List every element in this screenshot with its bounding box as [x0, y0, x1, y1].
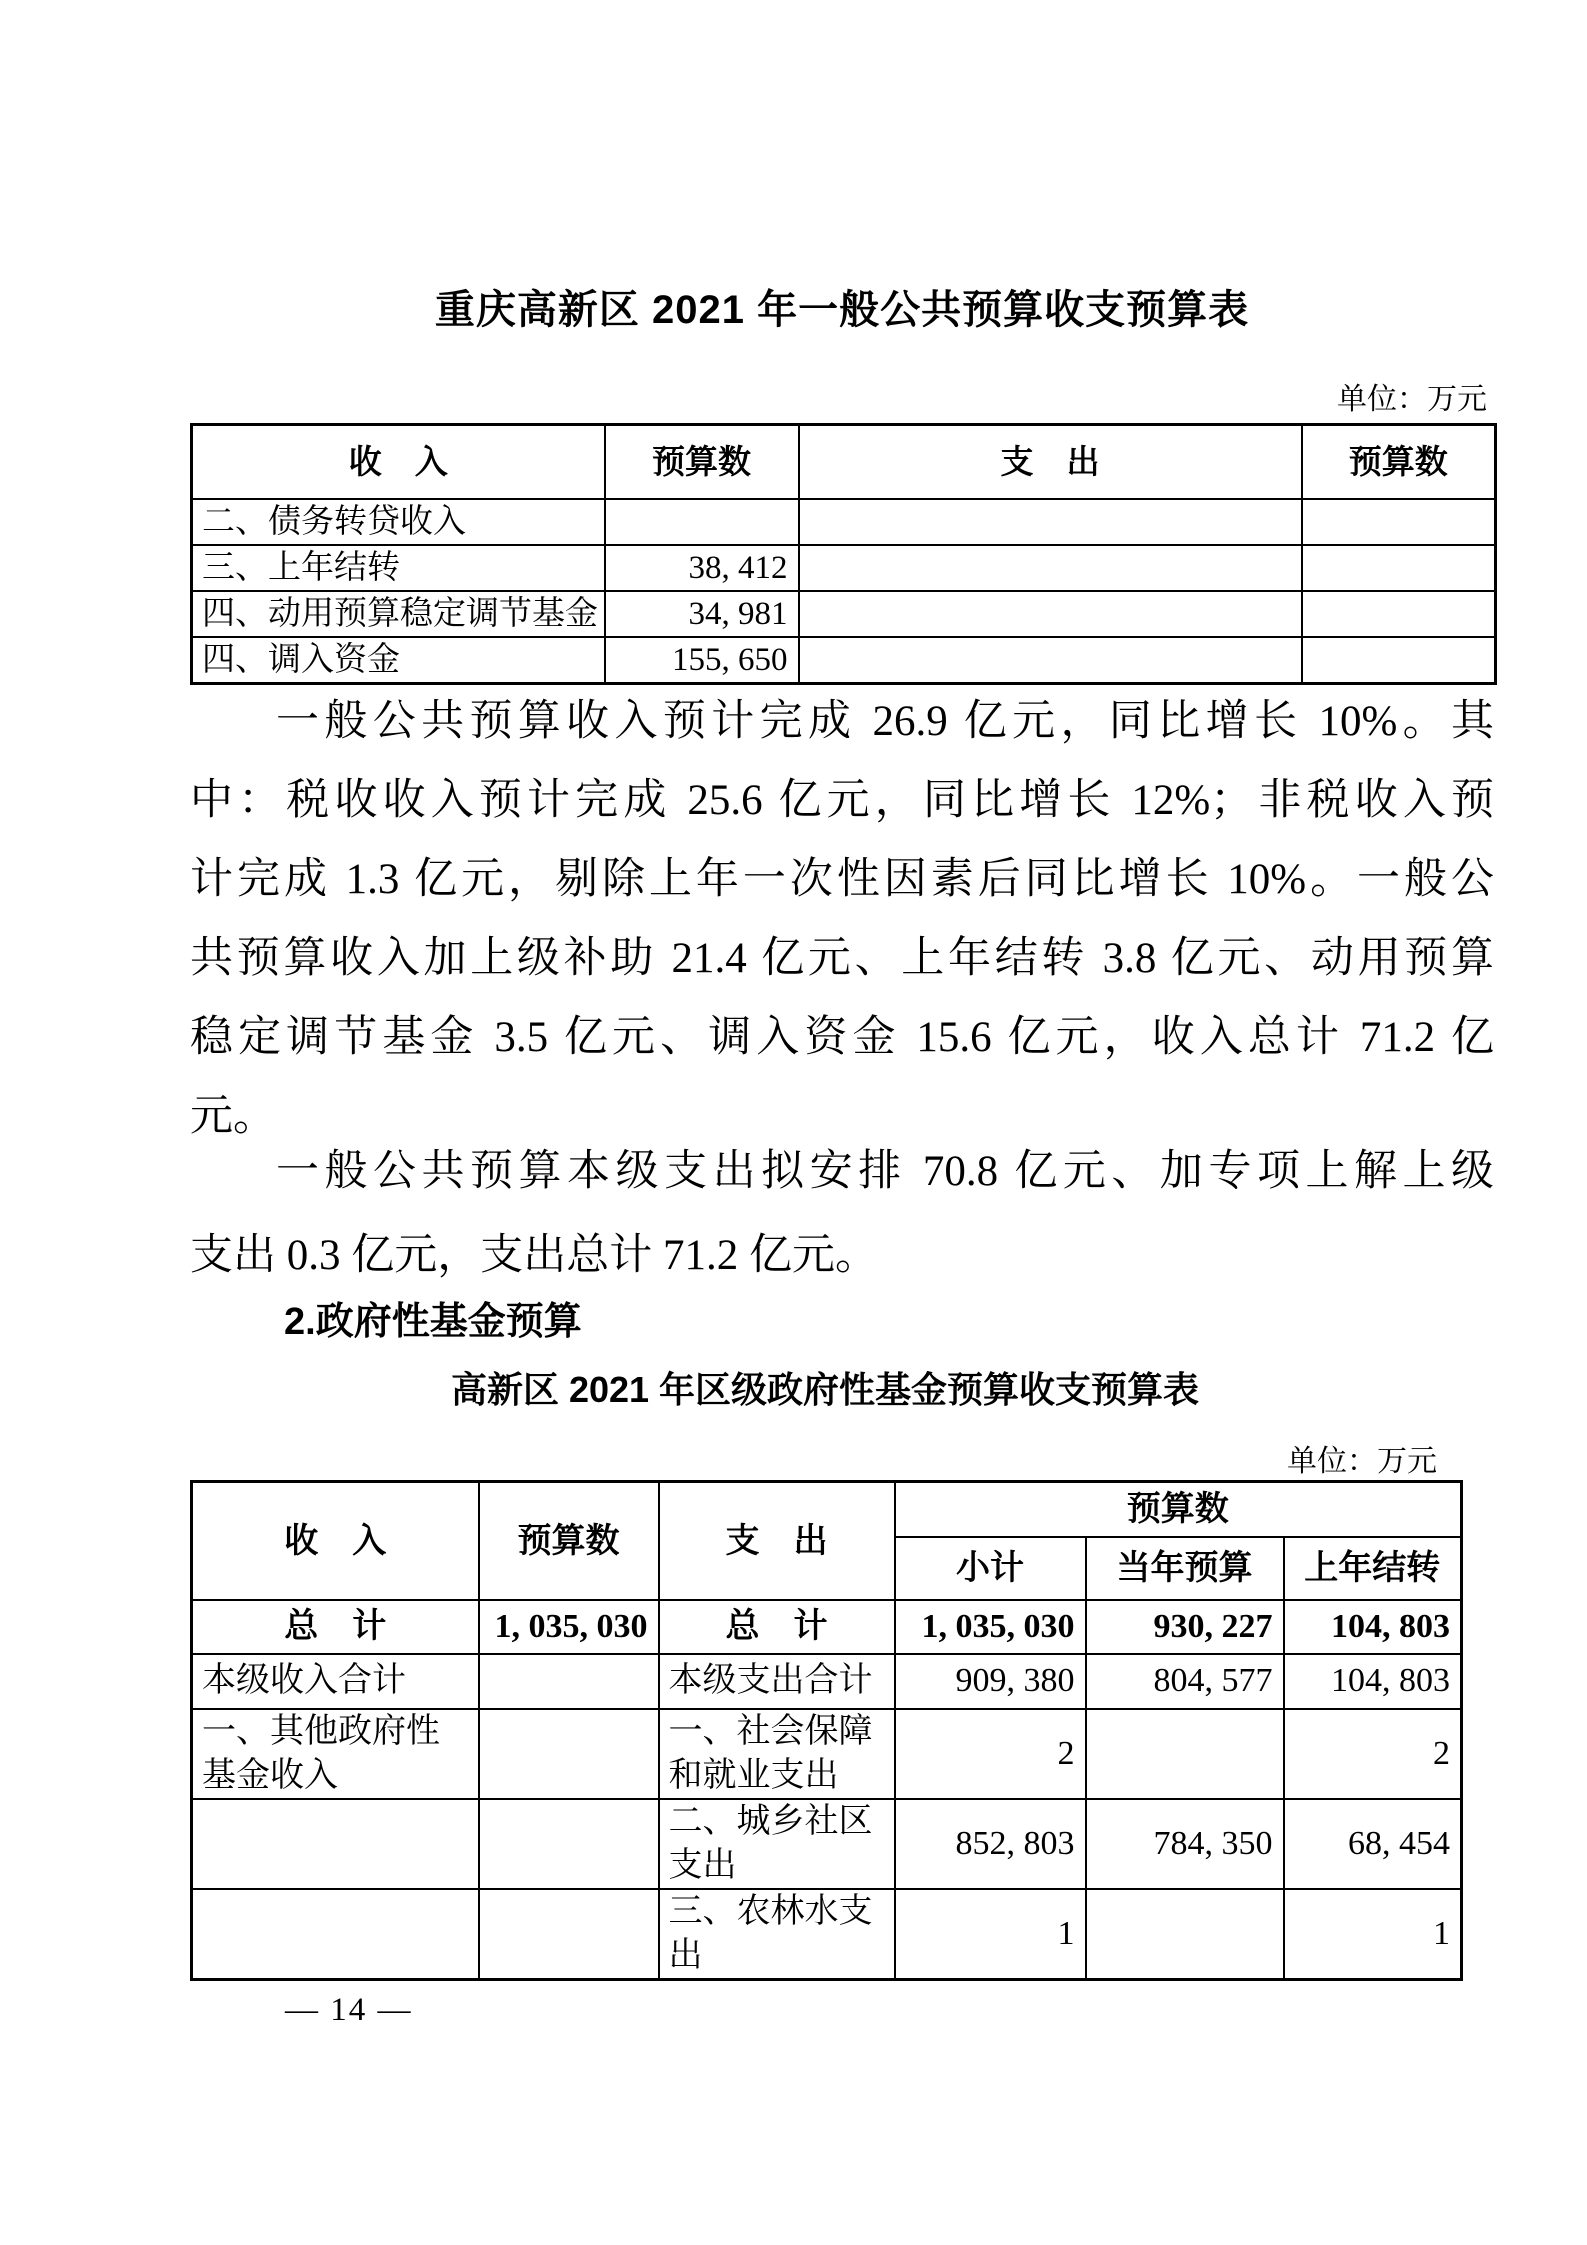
table2-cell-income [192, 1799, 479, 1889]
table2-cell-income-budget: 1, 035, 030 [479, 1600, 659, 1654]
table2-header-income: 收 入 [192, 1482, 479, 1600]
text-line: 稳定调节基金 3.5 亿元、调入资金 15.6 亿元，收入总计 71.2 亿 [190, 1014, 1494, 1061]
table2-header-row-top [192, 1482, 1462, 1537]
table-row [192, 545, 1496, 591]
table1-cell-expenditure-budget [1302, 637, 1496, 684]
table2-cell-current-year [1086, 1709, 1284, 1799]
text-line: 一般公共预算本级支出拟安排 70.8 亿元、加专项上解上级 [276, 1148, 1494, 1195]
table1-header-row [192, 425, 1496, 499]
paragraph-revenue-summary [190, 682, 1494, 1156]
table2-header-current-year: 当年预算 [1086, 1537, 1284, 1600]
table1-header-income-budget: 预算数 [605, 425, 799, 499]
table2-cell-subtotal: 909, 380 [895, 1654, 1086, 1709]
table2-cell-income-budget [479, 1654, 659, 1709]
paragraph-expenditure-summary [190, 1130, 1494, 1298]
table1-cell-expenditure-budget [1302, 591, 1496, 637]
table1-cell-income-budget: 34, 981 [605, 591, 799, 637]
text-line: 元。 [190, 1093, 276, 1140]
table2-header-carryover: 上年结转 [1284, 1537, 1462, 1600]
table1-cell-expenditure-budget [1302, 545, 1496, 591]
table2-header-budget-group: 预算数 [895, 1482, 1462, 1537]
table2-title: 高新区 2021 年区级政府性基金预算收支预算表 [450, 1369, 1200, 1410]
table1-header-expenditure: 支 出 [799, 425, 1302, 499]
table1-cell-income: 四、调入资金 [192, 637, 605, 684]
page-number: — 14 — [285, 1992, 413, 2028]
table2-cell-subtotal: 2 [895, 1709, 1086, 1799]
table1-cell-income: 二、债务转贷收入 [192, 499, 605, 545]
table2-cell-expenditure: 二、城乡社区支出 [659, 1799, 895, 1889]
table2-cell-subtotal: 1 [895, 1889, 1086, 1980]
table-row [192, 499, 1496, 545]
table1-cell-expenditure [799, 637, 1302, 684]
table2-header-expenditure: 支 出 [659, 1482, 895, 1600]
table1-cell-income: 四、动用预算稳定调节基金 [192, 591, 605, 637]
table-row [192, 1654, 1462, 1709]
table2-cell-current-year [1086, 1889, 1284, 1980]
table2-header-income-budget: 预算数 [479, 1482, 659, 1600]
table2-cell-subtotal: 1, 035, 030 [895, 1600, 1086, 1654]
table-row [192, 1799, 1462, 1889]
table2-cell-carryover: 104, 803 [1284, 1654, 1462, 1709]
table-row [192, 637, 1496, 684]
table1-cell-expenditure-budget [1302, 499, 1496, 545]
table-row [192, 1889, 1462, 1980]
table2-cell-income [192, 1889, 479, 1980]
table2-cell-current-year: 784, 350 [1086, 1799, 1284, 1889]
text-line: 一般公共预算收入预计完成 26.9 亿元，同比增长 10%。其 [276, 698, 1494, 745]
table1-title: 重庆高新区 2021 年一般公共预算收支预算表 [434, 288, 1250, 332]
table2-cell-income-budget [479, 1709, 659, 1799]
table2-cell-income-budget [479, 1889, 659, 1980]
table1-cell-expenditure [799, 591, 1302, 637]
table-row [192, 591, 1496, 637]
table1-cell-income-budget [605, 499, 799, 545]
section-heading-gov-fund: 2.政府性基金预算 [284, 1301, 582, 1343]
table2-gov-fund-budget [190, 1480, 1463, 1981]
table2-cell-current-year: 804, 577 [1086, 1654, 1284, 1709]
table2-cell-expenditure: 三、农林水支出 [659, 1889, 895, 1980]
table2-cell-carryover: 68, 454 [1284, 1799, 1462, 1889]
table2-cell-carryover: 104, 803 [1284, 1600, 1462, 1654]
table2-cell-income: 总 计 [192, 1600, 479, 1654]
table2-cell-carryover: 1 [1284, 1889, 1462, 1980]
text-line: 计完成 1.3 亿元，剔除上年一次性因素后同比增长 10%。一般公 [190, 856, 1494, 903]
text-line: 共预算收入加上级补助 21.4 亿元、上年结转 3.8 亿元、动用预算 [190, 935, 1494, 982]
table-row [192, 1709, 1462, 1799]
table1-general-budget [190, 423, 1497, 685]
table2-cell-expenditure: 总 计 [659, 1600, 895, 1654]
table2-cell-income: 本级收入合计 [192, 1654, 479, 1709]
table2-unit-label: 单位：万元 [1287, 1445, 1437, 1478]
table1-cell-expenditure [799, 545, 1302, 591]
table1-cell-income: 三、上年结转 [192, 545, 605, 591]
table2-cell-income-budget [479, 1799, 659, 1889]
text-line: 支出 0.3 亿元，支出总计 71.2 亿元。 [190, 1232, 878, 1279]
table2-cell-current-year: 930, 227 [1086, 1600, 1284, 1654]
table1-cell-income-budget: 155, 650 [605, 637, 799, 684]
table2-cell-expenditure: 一、社会保障和就业支出 [659, 1709, 895, 1799]
table1-header-expenditure-budget: 预算数 [1302, 425, 1496, 499]
table1-cell-expenditure [799, 499, 1302, 545]
table2-cell-subtotal: 852, 803 [895, 1799, 1086, 1889]
table1-cell-income-budget: 38, 412 [605, 545, 799, 591]
table1-header-income: 收 入 [192, 425, 605, 499]
table2-header-subtotal: 小计 [895, 1537, 1086, 1600]
table2-cell-carryover: 2 [1284, 1709, 1462, 1799]
table-row-total [192, 1600, 1462, 1654]
table2-cell-expenditure: 本级支出合计 [659, 1654, 895, 1709]
table2-cell-income: 一、其他政府性基金收入 [192, 1709, 479, 1799]
table1-unit-label: 单位：万元 [1337, 383, 1487, 416]
text-line: 中：税收收入预计完成 25.6 亿元，同比增长 12%；非税收入预 [190, 777, 1494, 824]
